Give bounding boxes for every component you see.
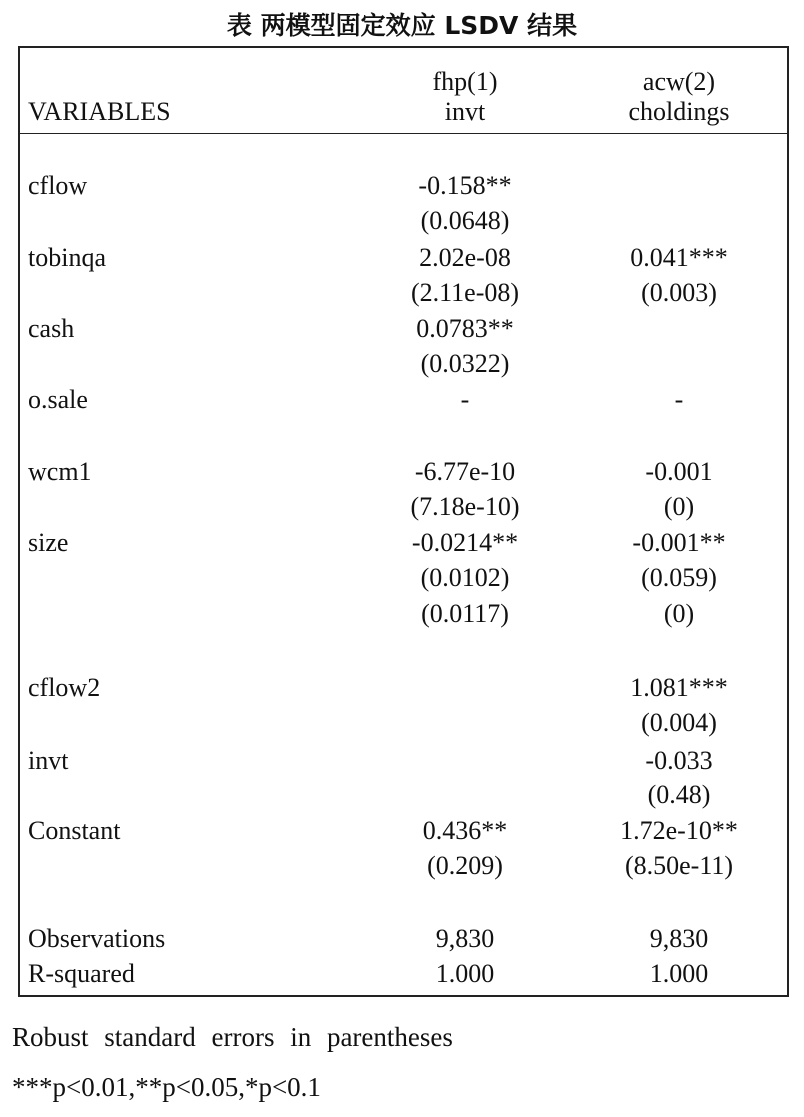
row-label: tobinqa — [28, 243, 106, 272]
row-label: invt — [28, 746, 69, 775]
cell-model-1: 0.436** — [422, 816, 508, 845]
cell-model-1: (0.0322) — [420, 349, 510, 378]
cell-model-2: 1.081*** — [630, 673, 728, 702]
column-1-depvar: invt — [444, 97, 486, 126]
cell-model-2: (0) — [663, 492, 695, 521]
table-row — [20, 705, 787, 741]
cell-model-2: 1.000 — [649, 959, 709, 988]
row-label: o.sale — [28, 385, 88, 414]
table-row — [20, 777, 787, 813]
cell-model-2: -0.001** — [632, 528, 726, 557]
cell-model-2: (8.50e-11) — [624, 851, 734, 880]
table-row — [20, 560, 787, 596]
table-row — [20, 921, 787, 957]
column-2-model: acw(2) — [642, 67, 716, 96]
cell-model-1: 0.0783** — [416, 314, 514, 343]
table-row — [20, 489, 787, 525]
cell-model-2: -0.033 — [645, 746, 713, 775]
row-label: cash — [28, 314, 75, 343]
cell-model-1: -6.77e-10 — [414, 457, 516, 486]
header-row-depvar — [20, 94, 787, 130]
cell-model-2: -0.001 — [645, 457, 713, 486]
table-row — [20, 203, 787, 239]
cell-model-1: (0.0648) — [420, 206, 510, 235]
cell-model-1: - — [460, 385, 470, 414]
cell-model-2: (0.004) — [641, 708, 717, 737]
row-label: wcm1 — [28, 457, 92, 486]
row-label: cflow — [28, 171, 88, 200]
cell-model-2: (0) — [663, 599, 695, 628]
cell-model-2: - — [674, 385, 684, 414]
table-row — [20, 275, 787, 311]
cell-model-1: 1.000 — [435, 959, 495, 988]
table-row — [20, 596, 787, 632]
cell-model-1: 9,830 — [435, 924, 495, 953]
table-row — [20, 382, 787, 418]
row-label: Constant — [28, 816, 121, 845]
header-divider — [20, 133, 787, 134]
table-row — [20, 454, 787, 490]
table-title: 表 两模型固定效应 LSDV 结果 — [226, 11, 578, 40]
cell-model-1: (0.0117) — [421, 599, 509, 628]
cell-model-1: (0.0102) — [420, 563, 510, 592]
cell-model-2: (0.003) — [641, 278, 717, 307]
regression-table — [18, 46, 789, 997]
column-2-depvar: choldings — [628, 97, 730, 126]
cell-model-2: 0.041*** — [630, 243, 728, 272]
row-label: Observations — [28, 924, 166, 953]
cell-model-2: (0.059) — [641, 563, 717, 592]
table-row — [20, 848, 787, 884]
cell-model-2: 1.72e-10** — [620, 816, 738, 845]
cell-model-1: -0.0214** — [411, 528, 519, 557]
cell-model-1: (2.11e-08) — [410, 278, 520, 307]
table-row — [20, 311, 787, 347]
table-row — [20, 240, 787, 276]
notes-standard-errors: Robust standard errors in parentheses — [12, 1022, 453, 1052]
cell-model-1: 2.02e-08 — [419, 243, 511, 272]
table-row — [20, 346, 787, 382]
table-row — [20, 670, 787, 706]
row-label: cflow2 — [28, 673, 101, 702]
cell-model-2: (0.48) — [647, 780, 711, 809]
notes-significance: ***p<0.01,**p<0.05,*p<0.1 — [12, 1072, 321, 1102]
table-row — [20, 956, 787, 992]
cell-model-2: 9,830 — [649, 924, 709, 953]
table-row — [20, 743, 787, 779]
table-row — [20, 168, 787, 204]
cell-model-1: (0.209) — [427, 851, 503, 880]
table-row — [20, 525, 787, 561]
cell-model-1: -0.158** — [418, 171, 512, 200]
row-label: size — [28, 528, 69, 557]
row-label: R-squared — [28, 959, 135, 988]
column-1-model: fhp(1) — [432, 67, 498, 96]
table-row — [20, 813, 787, 849]
variables-label: VARIABLES — [28, 97, 171, 126]
cell-model-1: (7.18e-10) — [410, 492, 520, 521]
